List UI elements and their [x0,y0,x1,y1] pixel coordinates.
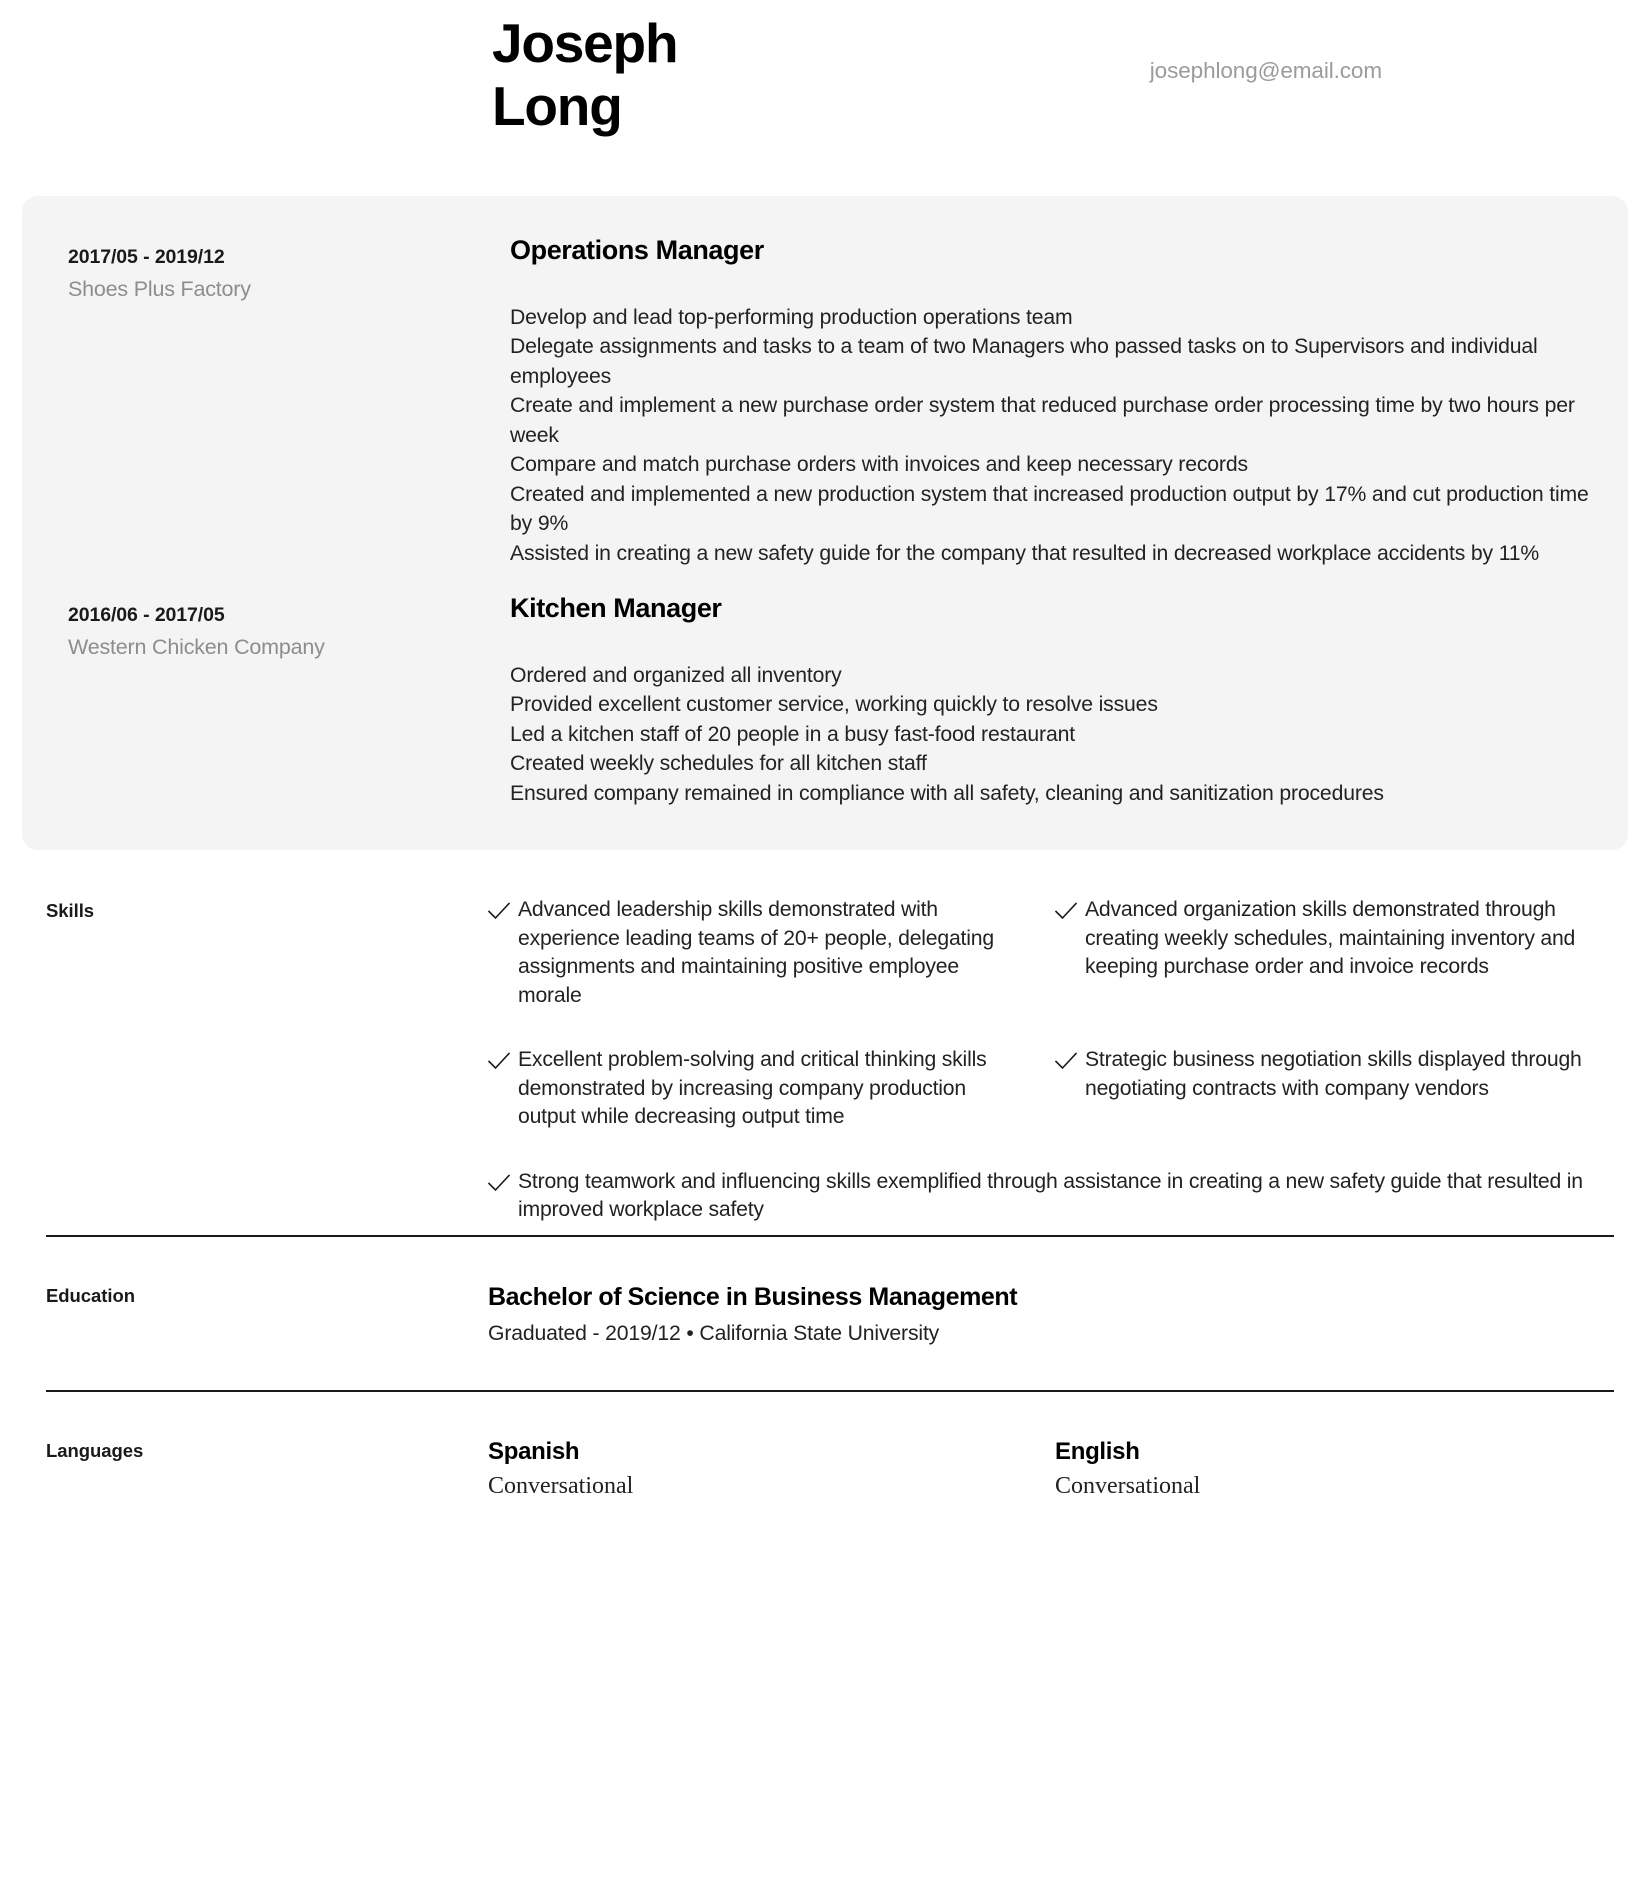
skills-label: Skills [46,900,95,922]
skill-item [1055,1046,1622,1132]
experience-bullets [510,661,1592,808]
skill-item [488,896,1055,1010]
language-item [488,1436,1055,1504]
skill-item [1055,896,1622,1010]
candidate-name [492,12,822,139]
check-icon [1055,1052,1085,1070]
experience-dates: 2016/06 - 2017/05 [68,603,225,626]
experience-bullet: Develop and lead top-performing production operations team [510,305,1073,329]
experience-item [22,592,1628,808]
skill-item [488,1046,1055,1132]
education-meta: Graduated - 2019/12 • California State University [488,1322,940,1346]
language-level: Conversational [1055,1473,1201,1500]
experience-bullet: Ensured company remained in compliance with all safety, cleaning and sanitization procedures [510,781,1384,805]
languages-section [0,1392,1650,1564]
education-section [0,1237,1650,1391]
experience-details [510,592,1600,808]
experience-company: Shoes Plus Factory [68,277,251,302]
skills-body [488,896,1622,1235]
experience-bullet: Provided excellent customer service, working quickly to resolve issues [510,693,1158,717]
experience-bullet: Create and implement a new purchase order system that reduced purchase order processing time by two hours per week [510,394,1575,447]
last-name: Long [492,75,622,138]
experience-company: Western Chicken Company [68,635,325,660]
education-label: Education [46,1284,135,1306]
experience-bullets [510,303,1592,568]
experience-title: Kitchen Manager [510,592,722,623]
experience-meta [44,234,510,305]
experience-item [22,234,1628,568]
check-icon [488,1052,518,1070]
languages-body [488,1436,1622,1504]
experience-bullet: Led a kitchen staff of 20 people in a busy fast-food restaurant [510,722,1075,746]
check-icon [1055,902,1085,920]
skill-item [488,1168,1622,1225]
language-item [1055,1436,1622,1504]
skill-text: Excellent problem-solving and critical thinking skills demonstrated by increasing company production output while decreasing output time [518,1048,987,1129]
skill-text: Strong teamwork and influencing skills exemplified through assistance in creating a new safety guide that resulted in improved workplace safety [518,1169,1583,1222]
skills-grid [488,896,1622,1235]
skill-text: Strategic business negotiation skills displayed through negotiating contracts with company vendors [1085,1048,1582,1100]
experience-meta [44,592,510,663]
check-icon [488,1174,518,1192]
experience-bullet: Created weekly schedules for all kitchen staff [510,752,927,776]
experience-bullet: Compare and match purchase orders with invoices and keep necessary records [510,453,1248,477]
contact-info [1150,58,1382,84]
first-name: Joseph [492,12,678,74]
experience-bullet: Created and implemented a new production system that increased production output by 17% and cut production time by 9% [510,482,1589,536]
experience-bullet: Delegate assignments and tasks to a team of two Managers who passed tasks on to Supervisors and individual employees [510,335,1538,388]
skill-text: Advanced leadership skills demonstrated with experience leading teams of 20+ people, delegating assignments and maintaining positive employee morale [518,898,994,1007]
experience-title: Operations Manager [510,235,764,265]
check-icon [488,902,518,920]
skills-section [0,880,1650,1235]
language-name: Spanish [488,1438,580,1466]
experience-details [510,234,1600,568]
language-name: English [1055,1438,1140,1466]
email-address[interactable]: josephlong@email.com [1149,58,1382,83]
resume-header [0,0,1650,196]
skill-text: Advanced organization skills demonstrated through creating weekly schedules, maintaining inventory and keeping purchase order and invoice records [1085,898,1576,979]
languages-label: Languages [46,1440,144,1462]
experience-bullet: Assisted in creating a new safety guide for the company that resulted in decreased workplace accidents by 11% [510,541,1540,565]
experience-bullet: Ordered and organized all inventory [510,663,842,687]
education-degree: Bachelor of Science in Business Management [488,1282,1018,1311]
education-body [488,1281,1622,1347]
experience-card [22,196,1628,850]
language-level: Conversational [488,1473,634,1500]
experience-dates: 2017/05 - 2019/12 [68,246,225,268]
languages-grid [488,1436,1622,1504]
